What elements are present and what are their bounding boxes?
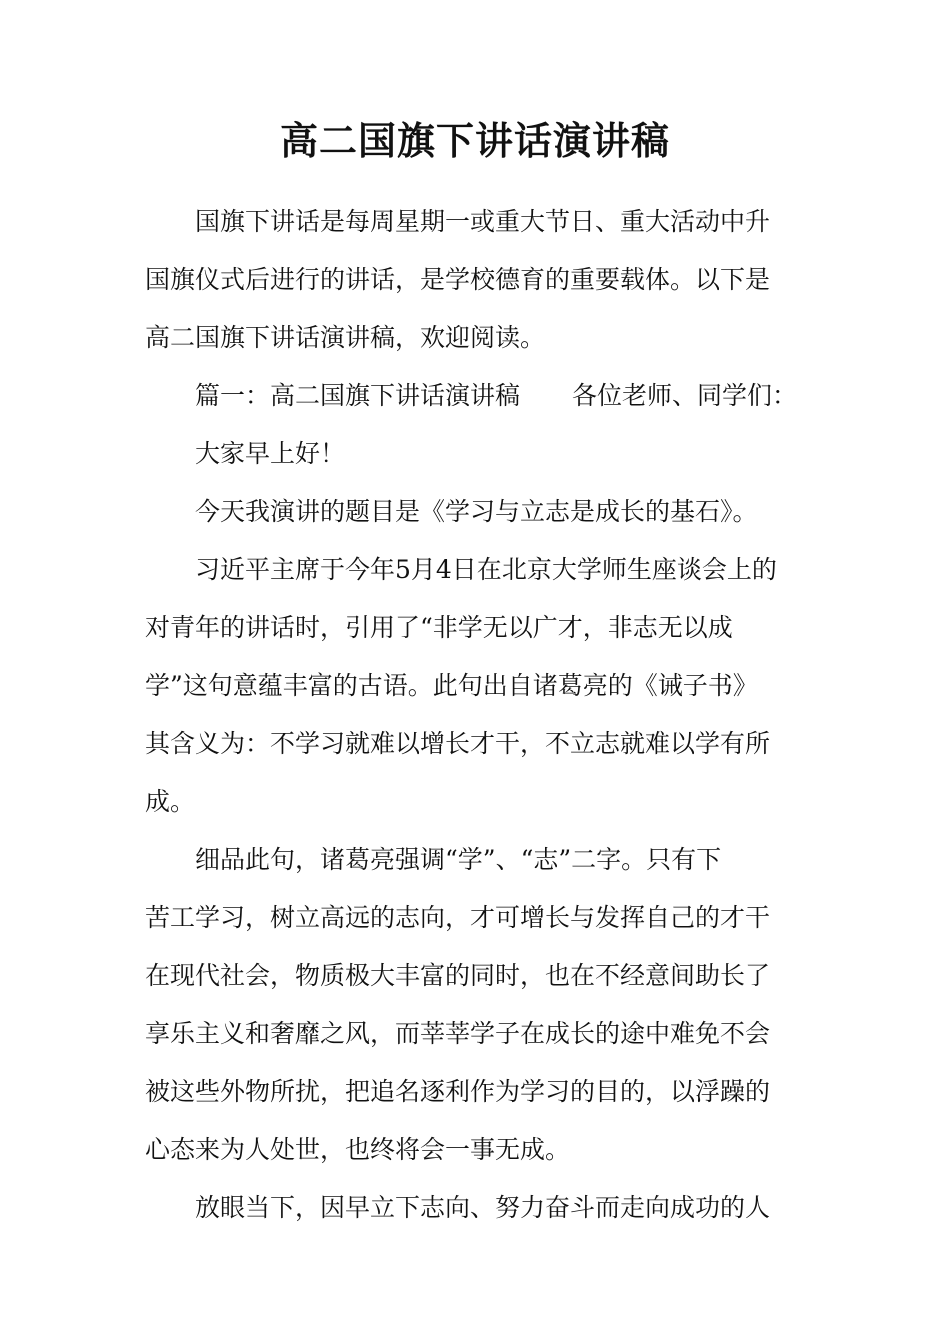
text-line: 高二国旗下讲话演讲稿，欢迎阅读。 bbox=[145, 323, 546, 352]
text-line: 对青年的讲话时，引用了“非学无以广才，非志无以成 bbox=[145, 613, 733, 642]
greeting-line: 大家早上好！ bbox=[195, 439, 346, 468]
text-line: 在现代社会，物质极大丰富的同时，也在不经意间助长了 bbox=[145, 961, 771, 990]
section-heading: 篇一：高二国旗下讲话演讲稿 bbox=[195, 381, 521, 410]
text-line: 苦工学习，树立高远的志向，才可增长与发挥自己的才干 bbox=[145, 903, 771, 932]
text-line: 今天我演讲的题目是《学习与立志是成长的基石》。 bbox=[195, 497, 758, 526]
text-line: 放眼当下，因早立下志向、努力奋斗而走向成功的人 bbox=[195, 1193, 771, 1222]
salutation: 各位老师、同学们： bbox=[572, 381, 798, 410]
text-line: 国旗仪式后进行的讲话，是学校德育的重要载体。以下是 bbox=[145, 265, 771, 294]
section-heading-line bbox=[145, 367, 810, 425]
text-line: 细品此句，诸葛亮强调“学”、“志”二字。只有下 bbox=[195, 845, 722, 874]
document-body bbox=[145, 193, 810, 1237]
text-line: 成。 bbox=[145, 787, 196, 816]
text-line: 享乐主义和奢靡之风，而莘莘学子在成长的途中难免不会 bbox=[145, 1019, 771, 1048]
text-line: 习近平主席于今年5月4日在北京大学师生座谈会上的 bbox=[195, 555, 777, 584]
text-line: 其含义为：不学习就难以增长才干，不立志就难以学有所 bbox=[145, 729, 771, 758]
text-line: 学”这句意蕴丰富的古语。此句出自诸葛亮的《诫子书》 bbox=[145, 671, 758, 700]
text-line: 心态来为人处世，也终将会一事无成。 bbox=[145, 1135, 571, 1164]
text-line: 国旗下讲话是每周星期一或重大节日、重大活动中升 bbox=[195, 207, 771, 236]
text-line: 被这些外物所扰，把追名逐利作为学习的目的，以浮躁的 bbox=[145, 1077, 771, 1106]
document-title: 高二国旗下讲话演讲稿 bbox=[279, 118, 670, 163]
